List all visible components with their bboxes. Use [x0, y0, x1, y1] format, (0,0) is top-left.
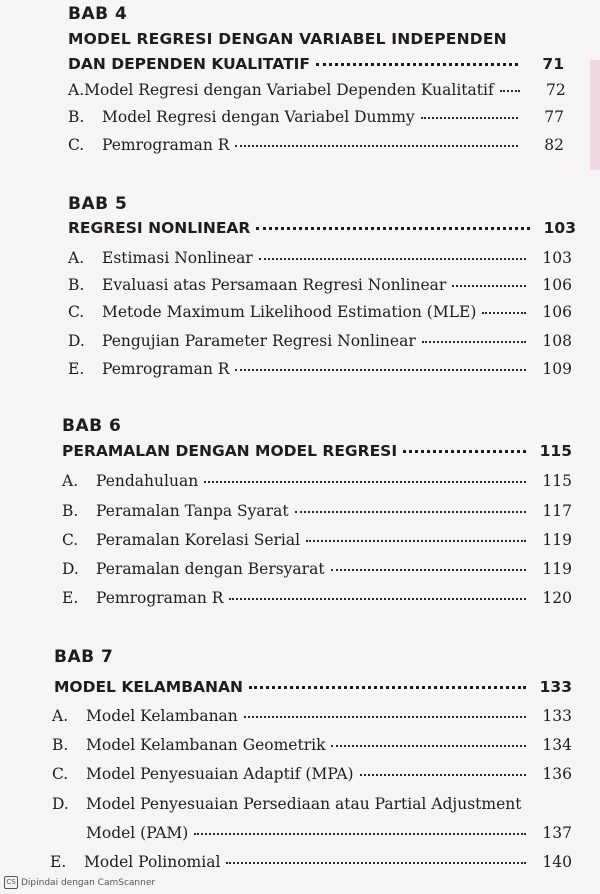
- chapter-4-title-row: [68, 55, 564, 73]
- entry-letter: E.: [62, 589, 79, 607]
- entry-letter: C.: [68, 303, 85, 321]
- entry-letter: A.: [68, 249, 85, 267]
- leader-dots: [259, 258, 526, 260]
- entry-text: Model Penyesuaian Adaptif (MPA): [86, 765, 354, 783]
- entry-page: 103: [542, 249, 572, 267]
- toc-entry: [68, 108, 564, 126]
- toc-entry: [68, 276, 572, 294]
- toc-entry: [50, 853, 572, 871]
- leader-dots: [331, 569, 526, 571]
- camscanner-icon: CS: [4, 876, 18, 889]
- entry-page: 77: [544, 108, 564, 126]
- leader-dots: [452, 285, 526, 287]
- entry-letter: E.: [68, 360, 85, 378]
- leader-dots: [360, 774, 526, 776]
- entry-letter: B.: [68, 276, 85, 294]
- leader-dots: [229, 598, 526, 600]
- entry-text: Estimasi Nonlinear: [102, 249, 253, 267]
- entry-page: 137: [542, 824, 572, 842]
- entry-page: 108: [542, 332, 572, 350]
- leader-dots: [422, 341, 526, 343]
- toc-entry: [62, 589, 572, 607]
- entry-letter: E.: [50, 853, 67, 871]
- entry-page: 106: [542, 276, 572, 294]
- entry-text: Metode Maximum Likelihood Estimation (MLE): [102, 303, 477, 321]
- entry-text: Model (PAM): [86, 824, 189, 842]
- entry-letter: D.: [52, 795, 69, 813]
- entry-page: 117: [542, 502, 572, 520]
- entry-text: Model Kelambanan Geometrik: [86, 736, 326, 754]
- entry-letter: D.: [62, 560, 79, 578]
- entry-page: 82: [544, 136, 564, 154]
- chapter-7-label: BAB 7: [54, 647, 114, 667]
- leader-dots: [316, 63, 518, 66]
- scanner-watermark-text: Dipindai dengan CamScanner: [21, 877, 156, 888]
- entry-letter: B.: [52, 736, 69, 754]
- entry-letter: C.: [52, 765, 69, 783]
- entry-page: 133: [542, 707, 572, 725]
- toc-entry: [62, 502, 572, 520]
- entry-text: Model Penyesuaian Persediaan atau Partial Adjustment: [86, 795, 522, 813]
- entry-text: Model Kelambanan: [86, 707, 238, 725]
- chapter-4-title: MODEL REGRESI DENGAN VARIABEL INDEPENDEN: [68, 30, 507, 48]
- entry-letter: B.: [62, 502, 79, 520]
- chapter-5-title-row: [68, 219, 576, 237]
- toc-entry: [62, 560, 572, 578]
- entry-text: Model Regresi dengan Variabel Dependen Kualitatif: [84, 81, 494, 99]
- entry-page: 119: [542, 560, 572, 578]
- leader-dots: [235, 369, 526, 371]
- entry-letter: A.: [62, 472, 79, 490]
- entry-text: Peramalan dengan Bersyarat: [96, 560, 325, 578]
- toc-entry: [62, 531, 572, 549]
- toc-entry: [68, 332, 572, 350]
- entry-text: Pemrograman R: [96, 589, 224, 607]
- toc-entry: [68, 360, 572, 378]
- leader-dots: [235, 145, 518, 147]
- entry-text: Pengujian Parameter Regresi Nonlinear: [102, 332, 416, 350]
- entry-page: 136: [542, 765, 572, 783]
- toc-entry-continued: [86, 824, 572, 842]
- entry-page: 140: [542, 853, 572, 871]
- entry-letter: D.: [68, 332, 85, 350]
- entry-text: Peramalan Tanpa Syarat: [96, 502, 289, 520]
- leader-dots: [331, 745, 526, 747]
- scanner-watermark: [4, 876, 155, 889]
- toc-entry: [62, 472, 572, 490]
- entry-letter: C.: [68, 136, 85, 154]
- entry-text: Model Polinomial: [84, 853, 221, 871]
- entry-text: Model Regresi dengan Variabel Dummy: [102, 108, 415, 126]
- leader-dots: [421, 117, 518, 119]
- leader-dots: [500, 90, 520, 92]
- entry-page: 134: [542, 736, 572, 754]
- leader-dots: [249, 686, 526, 689]
- leader-dots: [482, 312, 526, 314]
- toc-entry: [52, 736, 572, 754]
- page-edge-tint: [590, 60, 600, 170]
- chapter-5-page: 103: [543, 219, 576, 237]
- leader-dots: [204, 481, 526, 483]
- entry-page: 72: [545, 81, 566, 99]
- chapter-4-label: BAB 4: [68, 4, 128, 24]
- chapter-4-title-line2: DAN DEPENDEN KUALITATIF: [68, 55, 311, 73]
- entry-letter: C.: [62, 531, 79, 549]
- chapter-6-label: BAB 6: [62, 416, 122, 436]
- leader-dots: [306, 540, 526, 542]
- toc-entry: [52, 707, 572, 725]
- entry-page: 106: [542, 303, 572, 321]
- toc-entry: [68, 81, 564, 99]
- chapter-5-title: REGRESI NONLINEAR: [68, 219, 251, 237]
- entry-page: 109: [542, 360, 572, 378]
- entry-text: Pendahuluan: [96, 472, 199, 490]
- leader-dots: [194, 833, 526, 835]
- leader-dots: [226, 862, 526, 864]
- chapter-4-page: 71: [542, 55, 564, 73]
- chapter-5-label: BAB 5: [68, 194, 128, 214]
- toc-entry: [52, 795, 572, 813]
- chapter-7-title: MODEL KELAMBANAN: [54, 678, 243, 696]
- leader-dots: [256, 227, 530, 230]
- leader-dots: [295, 511, 526, 513]
- entry-letter: A.: [68, 81, 85, 99]
- toc-entry: [68, 249, 572, 267]
- entry-page: 119: [542, 531, 572, 549]
- toc-entry: [52, 765, 572, 783]
- toc-entry: [68, 136, 564, 154]
- leader-dots: [244, 716, 526, 718]
- chapter-7-title-row: [54, 678, 572, 696]
- chapter-7-page: 133: [539, 678, 572, 696]
- toc-entry: [68, 303, 572, 321]
- entry-page: 115: [542, 472, 572, 490]
- leader-dots: [403, 450, 526, 453]
- entry-letter: A.: [52, 707, 69, 725]
- entry-page: 120: [542, 589, 572, 607]
- chapter-6-page: 115: [539, 442, 572, 460]
- entry-text: Pemrograman R: [102, 136, 230, 154]
- entry-text: Peramalan Korelasi Serial: [96, 531, 301, 549]
- entry-text: Pemrograman R: [102, 360, 230, 378]
- chapter-6-title-row: [62, 442, 572, 460]
- entry-letter: B.: [68, 108, 85, 126]
- chapter-6-title: PERAMALAN DENGAN MODEL REGRESI: [62, 442, 398, 460]
- entry-text: Evaluasi atas Persamaan Regresi Nonlinear: [102, 276, 447, 294]
